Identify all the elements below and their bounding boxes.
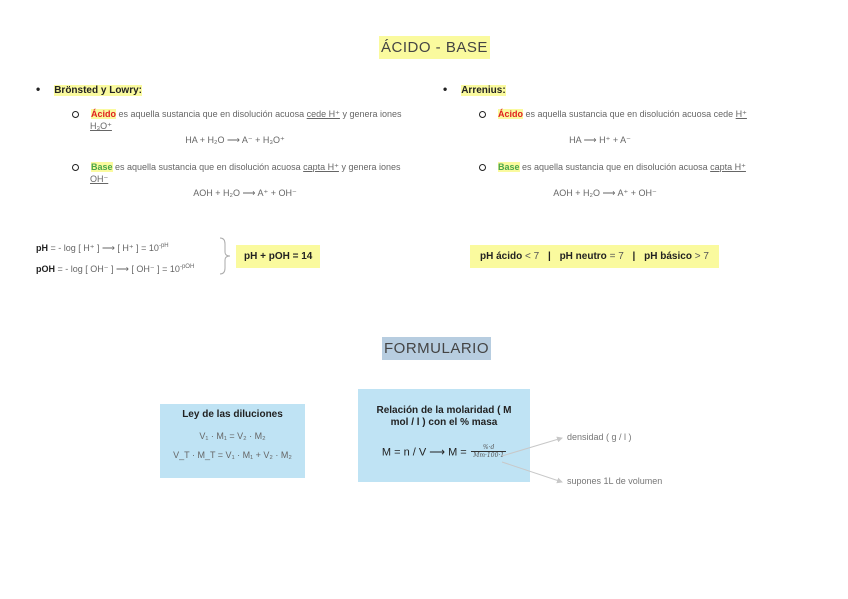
arrenius-heading: • Arrenius: (443, 82, 506, 96)
circle-bullet-icon (479, 164, 486, 171)
bullet-icon: • (36, 82, 41, 96)
dilution-eq1: V₁ · M₁ = V₂ · M₂ (199, 431, 266, 441)
density-note: densidad ( g / l ) (567, 432, 632, 442)
formulario-title: FORMULARIO (382, 337, 491, 360)
ph-scale: pH ácido < 7 | pH neutro = 7 | pH básico > 7 (470, 245, 719, 268)
molarity-fraction: $\frac{\%\cdot d}{Mm\cdot 100\cdot 1}$ (473, 444, 505, 460)
bronsted-heading: • Brönsted y Lowry: (36, 82, 142, 96)
bronsted-base-item: Base es aquella sustancia que en disolución acuosa capta H⁺ y genera iones OH⁻ (72, 161, 402, 185)
arrenius-base-equation: AOH + H₂O ⟶ A⁺ + OH⁻ (553, 188, 657, 198)
arrenius-acid-equation: HA ⟶ H⁺ + A⁻ (569, 135, 631, 145)
arrenius-base-item: Base es aquella sustancia que en disolución acuosa capta H⁺ (479, 161, 779, 173)
molarity-equation: M = n / V ⟶ M = $\frac{\%\cdot d}{Mm\cdot 100\cdot 1}$ (381, 444, 505, 460)
arrenius-acid-item: Ácido es aquella sustancia que en disolución acuosa cede H⁺ (479, 108, 779, 120)
circle-bullet-icon (479, 111, 486, 118)
ph-poh-sum: pH + pOH = 14 (236, 245, 320, 268)
bronsted-acid-equation: HA + H₂O ⟶ A⁻ + H₃O⁺ (185, 135, 285, 145)
dilution-title: Ley de las diluciones (182, 409, 283, 420)
arrow-volume (502, 462, 562, 482)
bronsted-base-equation: AOH + H₂O ⟶ A⁺ + OH⁻ (193, 188, 297, 198)
arrows (500, 430, 570, 490)
arrow-density (502, 438, 562, 456)
molarity-title: Relación de la molaridad ( M mol / l ) con el % masa (376, 405, 512, 428)
ph-formula: pH = - log [ H⁺ ] ⟶ [ H⁺ ] = $10^{-pH}$ (36, 243, 169, 253)
circle-bullet-icon (72, 111, 79, 118)
dilution-eq2: V_T · M_T = V₁ · M₁ + V₂ · M₂ (173, 450, 292, 460)
dilution-box (160, 404, 305, 478)
circle-bullet-icon (72, 164, 79, 171)
bullet-icon: • (443, 82, 448, 96)
poh-formula: pOH = - log [ OH⁻ ] ⟶ [ OH⁻ ] = $10^{-pOH}$ (36, 264, 195, 274)
bronsted-acid-item: Ácido es aquella sustancia que en disolución acuosa cede H⁺ y genera iones H₃O⁺ (72, 108, 402, 132)
curly-brace-icon (218, 236, 232, 276)
volume-note: supones 1L de volumen (567, 476, 663, 486)
page-title: ÁCIDO - BASE (379, 36, 490, 59)
